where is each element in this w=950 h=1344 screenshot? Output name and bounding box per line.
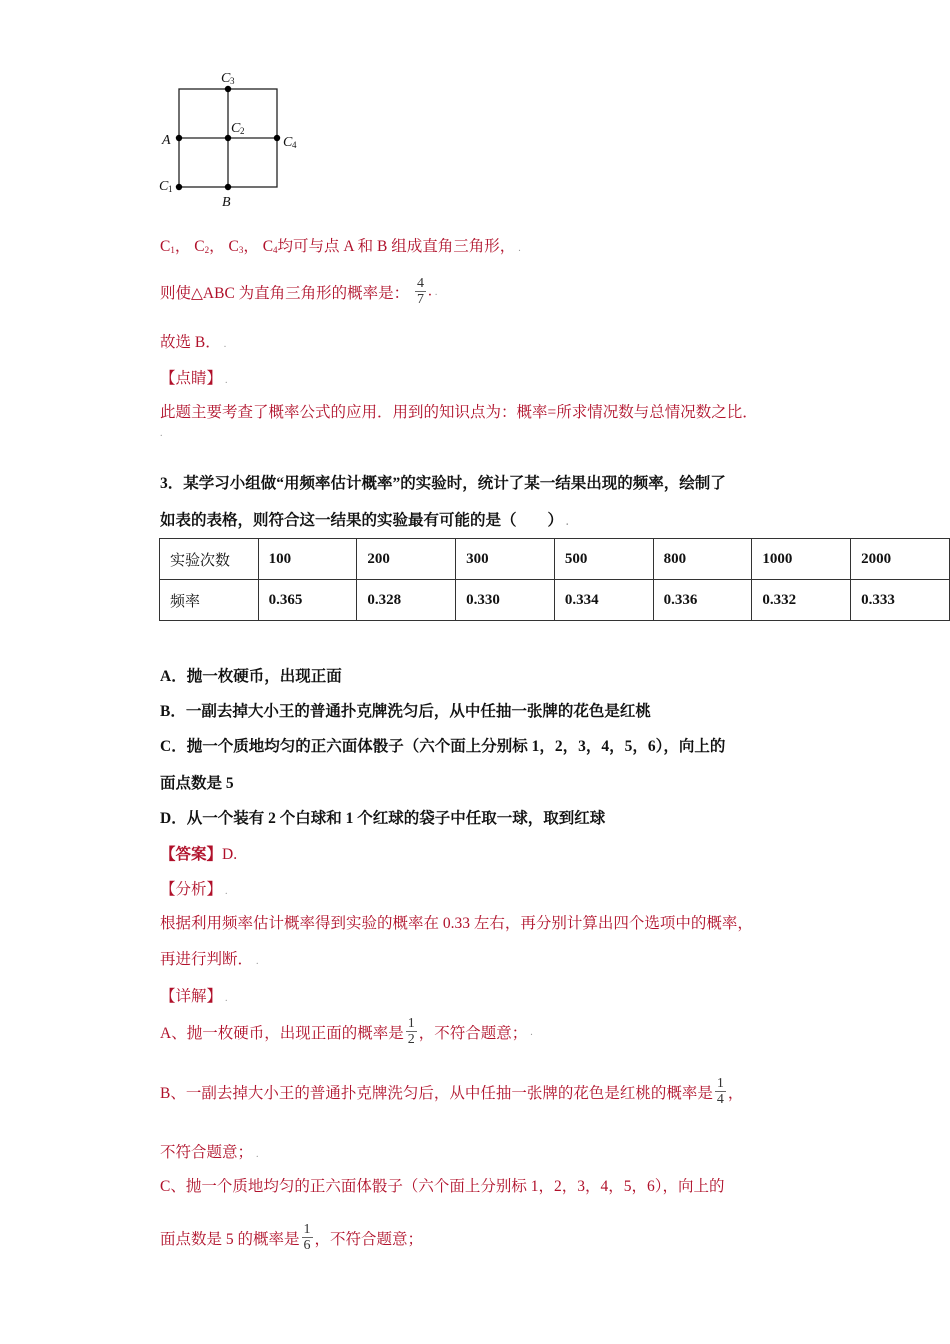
- label-c2: C: [231, 121, 241, 136]
- svg-text:1: 1: [168, 184, 173, 194]
- table-cell: 500: [554, 539, 653, 580]
- label-c4: C: [283, 135, 293, 150]
- solution-line-choose: 故选 B． .: [160, 334, 227, 351]
- analysis-label: 【分析】 .: [160, 881, 228, 898]
- label-b: B: [222, 195, 231, 210]
- table-cell: 0.328: [357, 580, 456, 621]
- label-c3: C: [221, 71, 231, 86]
- answer-value: D.: [222, 846, 238, 863]
- table-cell: 2000: [851, 539, 950, 580]
- table-cell: 100: [258, 539, 357, 580]
- svg-text:4: 4: [292, 140, 297, 150]
- option-c: C．抛一个质地均匀的正六面体骰子（六个面上分别标 1，2，3，4，5，6），向上的: [160, 738, 726, 755]
- table-cell: 0.330: [456, 580, 555, 621]
- label-a: A: [162, 133, 171, 148]
- table-cell: 0.332: [752, 580, 851, 621]
- option-c-cont: 面点数是 5: [160, 775, 234, 792]
- table-cell: 0.333: [851, 580, 950, 621]
- answer-line: [160, 842, 237, 864]
- detail-b: B、一副去掉大小王的普通扑克牌洗匀后，从中任抽一张牌的花色是红桃的概率是 $\frac{1}{4}$ ，: [160, 1076, 744, 1108]
- option-a: A．抛一枚硬币，出现正面: [160, 668, 342, 685]
- label-c1: C: [159, 179, 169, 194]
- question-3-line2: 如表的表格，则符合这一结果的实验最有可能的是（ ） .: [160, 512, 569, 529]
- detail-label: 【详解】 .: [160, 988, 228, 1005]
- option-b: B．一副去掉大小王的普通扑克牌洗匀后，从中任抽一张牌的花色是红桃: [160, 703, 651, 720]
- paragraph-mark: .: [160, 428, 163, 439]
- table-cell: 300: [456, 539, 555, 580]
- option-d: D．从一个装有 2 个白球和 1 个红球的袋子中任取一球，取到红球: [160, 810, 606, 827]
- dianjing-text: 此题主要考查了概率公式的应用．用到的知识点为：概率=所求情况数与总情况数之比．: [160, 404, 758, 421]
- detail-b-cont: 不符合题意； .: [160, 1144, 259, 1161]
- grid-diagram: [150, 60, 330, 220]
- fraction-4-7: $\frac{4}{7}$: [417, 276, 425, 308]
- solution-line-probability: 则使△ABC 为直角三角形的概率是： $\frac{4}{7}$ . .: [160, 276, 438, 308]
- frequency-table: [159, 538, 950, 621]
- grid-diagram-svg: [150, 60, 330, 220]
- dianjing-label: 【点睛】 .: [160, 370, 228, 387]
- table-row-frequency: [160, 580, 950, 621]
- table-cell: 0.334: [554, 580, 653, 621]
- question-3-line1: 3．某学习小组做“用频率估计概率”的实验时，统计了某一结果出现的频率，绘制了: [160, 475, 726, 492]
- table-header-frequency: 频率: [160, 580, 259, 621]
- solution-line-c-points: $C_1$， $C_2$， $C_3$， $C_4$均可与点 A 和 B 组成直角三角形， .: [160, 238, 521, 255]
- table-cell: 0.336: [653, 580, 752, 621]
- detail-c-cont: 面点数是 5 的概率是 $\frac{1}{6}$ ，不符合题意；: [160, 1222, 424, 1254]
- detail-c: C、抛一个质地均匀的正六面体骰子（六个面上分别标 1，2，3，4，5，6），向上的: [160, 1178, 725, 1195]
- table-cell: 1000: [752, 539, 851, 580]
- table-cell: 0.365: [258, 580, 357, 621]
- detail-a: A、抛一枚硬币，出现正面的概率是 $\frac{1}{2}$ ，不符合题意； .: [160, 1016, 533, 1048]
- table-cell: 800: [653, 539, 752, 580]
- answer-label: 【答案】: [160, 846, 223, 863]
- analysis-line2: 再进行判断． .: [160, 951, 259, 968]
- table-header-trials: 实验次数: [160, 539, 259, 580]
- table-cell: 200: [357, 539, 456, 580]
- svg-text:2: 2: [240, 126, 245, 136]
- svg-text:3: 3: [230, 76, 235, 86]
- analysis-line1: 根据利用频率估计概率得到实验的概率在 0.33 左右，再分别计算出四个选项中的概率，: [160, 915, 753, 932]
- table-row-trials: [160, 539, 950, 580]
